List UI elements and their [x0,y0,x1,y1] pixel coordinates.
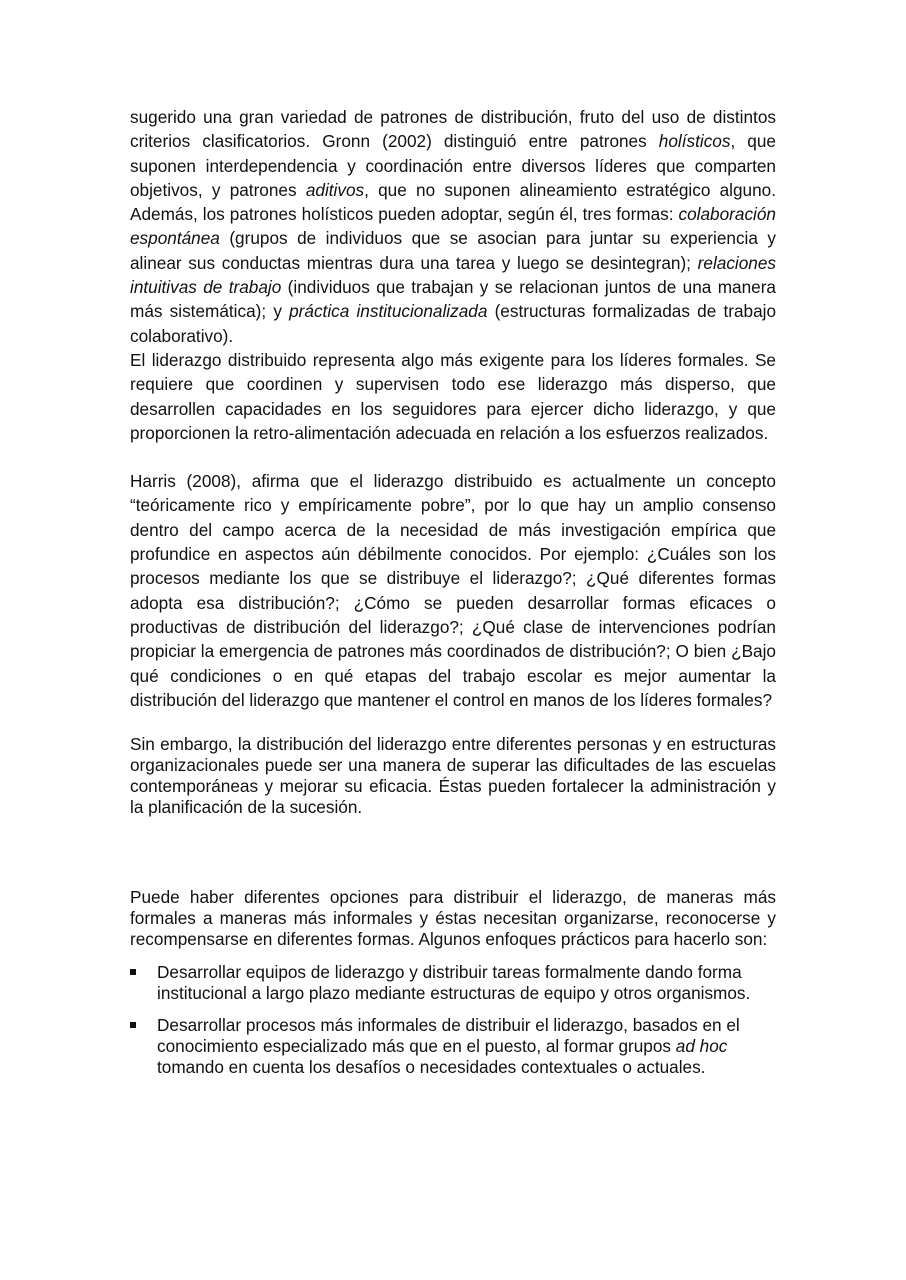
text-run: , que suponen interdependencia y coordinación entre diversos líderes que comparten objetivos, y patrones [130,131,776,200]
italic-term-relaciones: relaciones intuitivas de trabajo [130,252,776,298]
italic-term-holisticos: holísticos [658,131,731,152]
text-run: (grupos de individuos que se asocian para juntar su experiencia y alinear sus conductas mientras dura una tarea y luego se desintegran); [130,228,776,273]
italic-term-colaboracion: colaboración espontánea [130,204,776,249]
paragraph-sin-embargo: Sin embargo, la distribución del liderazgo entre diferentes personas y en estructuras organizacionales puede ser una manera de superar las dificultades de las escuelas contemporáneas y mejorar su eficacia. Éstas pueden fortalecer la administración y la planificación de la sucesión. [130,734,776,818]
list-item [130,1015,776,1078]
text-run: (individuos que trabajan y se relacionan juntos de una manera más sistemática); y [130,277,776,322]
text-run: (estructuras formalizadas de trabajo colaborativo). [130,301,776,346]
paragraph-harris: Harris (2008), afirma que el liderazgo distribuido es actualmente un concepto “teóricamente rico y empíricamente pobre”, por lo que hay un amplio consenso dentro del campo acerca de la necesidad de más investigación empírica que profundice en aspectos aún débilmente conocidos. Por ejemplo: ¿Cuáles son los procesos mediante los que se distribuye el liderazgo?; ¿Qué diferentes formas adopta esa distribución?; ¿Cómo se pueden desarrollar formas eficaces o productivas de distribución del liderazgo?; ¿Qué clase de intervenciones podrían propiciar la emergencia de patrones más coordinados de distribución?; O bien ¿Bajo qué condiciones o en qué etapas del trabajo escolar es mejor aumentar la distribución del liderazgo que mantener el control en manos de los líderes formales? [130,471,776,710]
approaches-list [130,962,776,1078]
paragraph-distributed-leadership: El liderazgo distribuido representa algo más exigente para los líderes formales. Se requiere que coordinen y supervisen todo ese liderazgo más disperso, que desarrollen capacidades en los seguidores para ejercer dicho liderazgo, y que proporcionen la retro-alimentación adecuada en relación a los esfuerzos realizados. [130,349,776,443]
italic-term-practica: práctica institucionalizada [289,301,488,322]
square-bullet-icon [130,969,136,975]
square-bullet-icon [130,1022,136,1028]
list-item-text: Desarrollar procesos más informales de distribuir el liderazgo, basados en el conocimiento especializado más que en el puesto, al formar grupos [157,1015,740,1057]
italic-term-ad-hoc: ad hoc [675,1036,728,1057]
list-item-text: tomando en cuenta los desafíos o necesidades contextuales o actuales. [157,1057,706,1078]
list-item-text: Desarrollar equipos de liderazgo y distribuir tareas formalmente dando forma institucional a largo plazo mediante estructuras de equipo y otros organismos. [157,962,751,1004]
paragraph-gronn-patterns [130,105,776,348]
text-run: sugerido una gran variedad de patrones de distribución, fruto del uso de distintos criterios clasificatorios. Gronn (2002) distinguió entre patrones [130,107,776,152]
document-page [130,105,776,1089]
text-run: , que no suponen alineamiento estratégico alguno. Además, los patrones holísticos pueden adoptar, según él, tres formas: [130,179,777,225]
list-item [130,962,776,1004]
paragraph-opciones: Puede haber diferentes opciones para distribuir el liderazgo, de maneras más formales a maneras más informales y éstas necesitan organizarse, reconocerse y recompensarse en diferentes formas. Algunos enfoques prácticos para hacerlo son: [130,887,776,950]
italic-term-aditivos: aditivos [305,179,365,200]
